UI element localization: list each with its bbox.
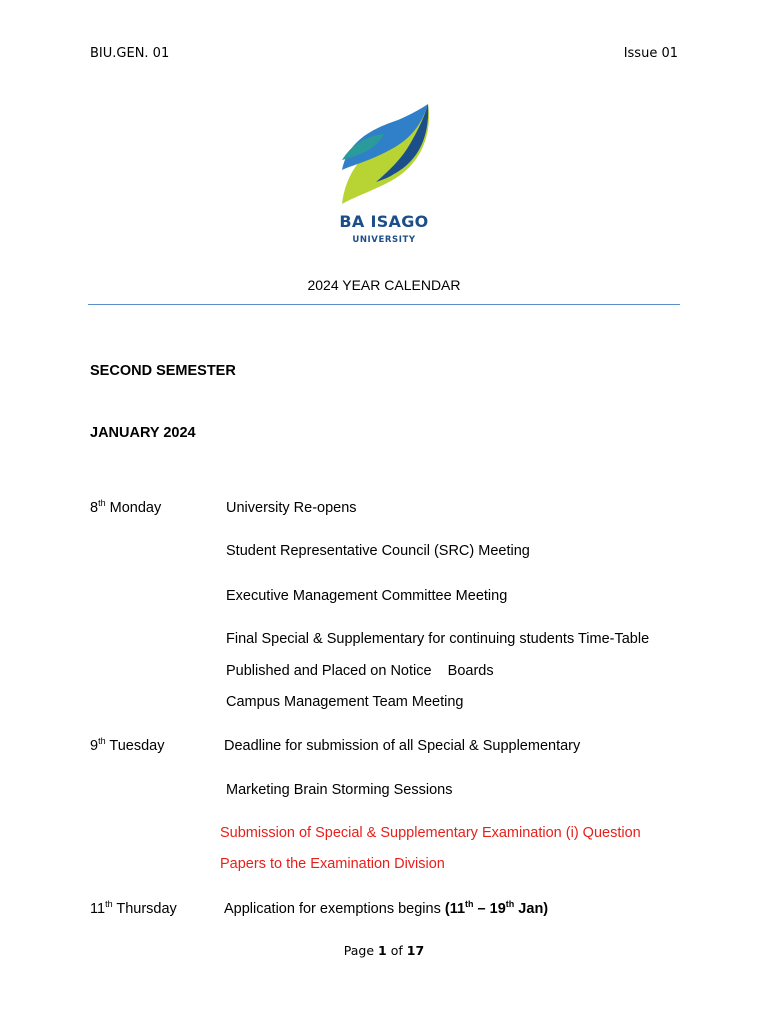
event-item-highlighted: Papers to the Examination Division xyxy=(220,856,445,872)
event-item: Application for exemptions begins (11th – 19th Jan) xyxy=(224,899,549,917)
exemption-date-range: (11th – 19th Jan) xyxy=(444,899,549,917)
title-divider xyxy=(88,304,680,305)
day-label: 8th Monday xyxy=(90,498,162,516)
page-footer: Page 1 of 17 xyxy=(343,943,425,958)
event-item: Student Representative Council (SRC) Meeting xyxy=(226,543,530,559)
logo-subtitle: UNIVERSITY xyxy=(352,235,416,245)
event-item: Deadline for submission of all Special & Supplementary xyxy=(224,738,581,754)
page-title: 2024 YEAR CALENDAR xyxy=(307,277,461,293)
event-item-highlighted: Submission of Special & Supplementary Examination (i) Question xyxy=(220,825,641,841)
day-label: 11th Thursday xyxy=(90,899,177,917)
day-label: 9th Tuesday xyxy=(90,736,165,754)
event-item: Published and Placed on Notice Boards xyxy=(226,663,494,679)
document-code: BIU.GEN. 01 xyxy=(90,46,170,61)
event-item: Marketing Brain Storming Sessions xyxy=(226,782,453,798)
event-item: Final Special & Supplementary for continuing students Time-Table xyxy=(226,631,650,647)
semester-heading: SECOND SEMESTER xyxy=(90,363,236,379)
month-heading: JANUARY 2024 xyxy=(90,425,196,441)
event-item: Executive Management Committee Meeting xyxy=(226,588,508,604)
issue-number: Issue 01 xyxy=(623,46,678,61)
event-item: Campus Management Team Meeting xyxy=(226,694,464,710)
event-item: University Re-opens xyxy=(226,500,357,516)
logo-wordmark: BA ISAGO xyxy=(339,212,429,231)
